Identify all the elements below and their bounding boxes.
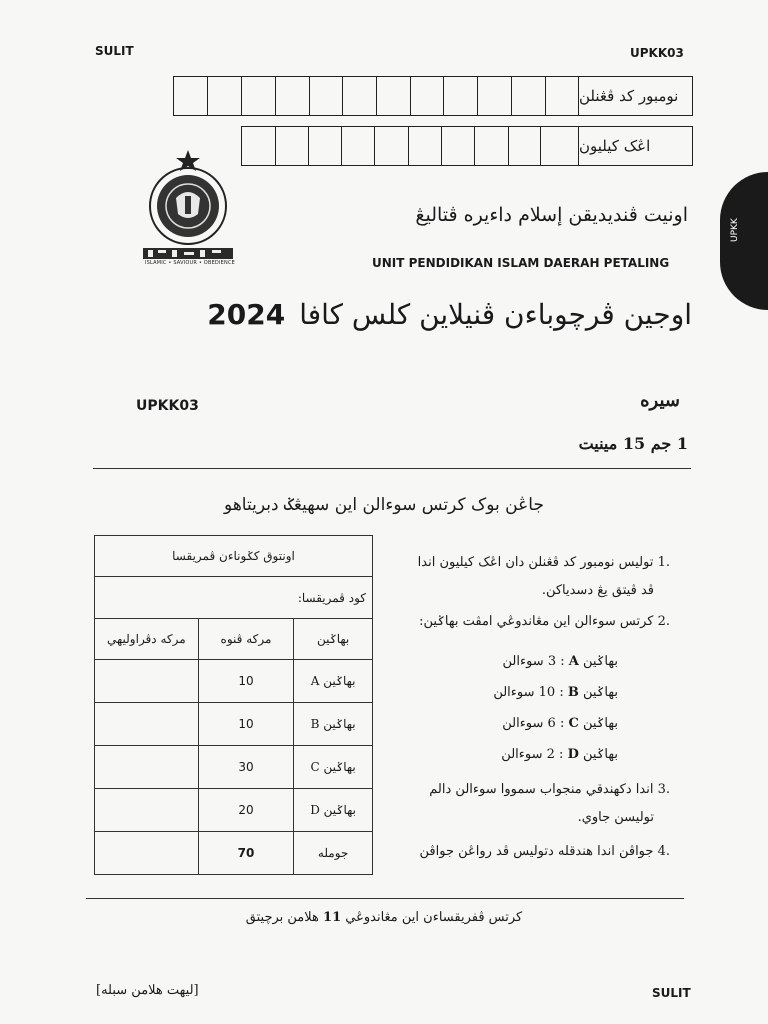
digit-box[interactable] [442,127,476,165]
digit-box[interactable] [546,77,579,115]
section-cell: بهاݢين B [294,703,373,746]
instruction-num: .2 [657,614,670,629]
list-item: بهاݢين C : 6 سوءالن [502,716,618,731]
figure-number-grid [241,126,693,166]
digit-box[interactable] [478,77,512,115]
full-mark-cell: 10 [198,660,294,703]
candidate-number-grid [173,76,693,116]
table-row [95,746,373,789]
examiner-code-label: كود ڤمريقسا: [95,577,373,619]
full-mark-cell: 30 [198,746,294,789]
turn-page-note: [ليهت هلامن سبله] [96,983,199,998]
digit-box[interactable] [444,77,478,115]
marks-table [94,535,373,875]
divider-top [93,468,691,469]
side-tab [720,172,768,310]
header-section: بهاݢين [294,619,373,660]
instruction-3 [380,776,670,832]
full-mark-cell: 10 [198,703,294,746]
digit-box[interactable] [411,77,444,115]
obtained-total-cell[interactable] [95,832,199,875]
digit-box[interactable] [174,77,208,115]
digit-box[interactable] [375,127,409,165]
parts-list [458,646,618,770]
page-count-note: کرتس ڤفريقساءن اين مڠاندوڠي 11 هلامن برچيتق [245,910,523,925]
subject-name: سيره [640,390,680,411]
instruction-text: توليس نومبور كد ڤڠنلن دان اڠک کيليون اندا [417,555,654,570]
header-code: UPKK03 [630,46,684,60]
footer-sulit: SULIT [652,986,691,1000]
instruction-text: توليسن جاوي. [577,810,654,825]
digit-box[interactable] [342,127,376,165]
obtained-cell[interactable] [95,660,199,703]
instruction-num: .1 [657,555,670,570]
exam-year: 2024 [207,298,286,331]
obtained-cell[interactable] [95,703,199,746]
crest-logo [140,148,240,270]
header-full: مرکه ڤنوه [198,619,294,660]
digit-box[interactable] [310,77,343,115]
digit-box[interactable] [276,77,310,115]
candidate-number-label: نومبور كد ڤڠنلن [579,87,679,105]
instruction-text: جواڤن اندا هندقله دتوليس ڤد رواڠن جواڤن [419,844,654,859]
digit-box[interactable] [541,127,579,165]
instruction-1 [380,549,670,605]
digit-box[interactable] [475,127,509,165]
divider-bottom [86,898,684,899]
header-obtained: مرکه دڤراوليهي [95,619,199,660]
digit-box[interactable] [409,127,442,165]
full-total-cell: 70 [198,832,294,875]
unit-name-jawi: اونيت ڤنديديقن إسلام داءيره ڤتاليڠ [415,204,688,226]
list-item: بهاݢين B : 10 سوءالن [493,685,618,700]
table-row-total [95,832,373,875]
exam-title-jawi: اوجين ڤرچوباءن ڤنيلاين کلس کافا [299,298,692,331]
exam-duration: 1 جم 15 مينيت [578,434,688,453]
digit-box[interactable] [377,77,411,115]
digit-box[interactable] [309,127,342,165]
table-row [95,660,373,703]
instruction-heading: جاڠن بوک کرتس سوءالن اين سهيڠݢ دبريتاهو [224,495,544,515]
section-cell: بهاݢين C [294,746,373,789]
instruction-text: کرتس سوءالن اين مڠاندوڠي امڤت بهاݢين: [419,614,654,629]
full-mark-cell: 20 [198,789,294,832]
unit-name-latin: UNIT PENDIDIKAN ISLAM DAERAH PETALING [372,256,670,270]
exam-title [207,298,692,331]
header-sulit: SULIT [95,44,134,58]
section-cell: بهاݢين D [294,789,373,832]
digit-box[interactable] [512,77,546,115]
table-title: اونتوق کݢوناءن ڤمريقسا [95,536,373,577]
list-item: بهاݢين A : 3 سوءالن [502,654,618,669]
digit-box[interactable] [242,77,276,115]
list-item: بهاݢين D : 2 سوءالن [501,747,618,762]
obtained-cell[interactable] [95,746,199,789]
obtained-cell[interactable] [95,789,199,832]
section-cell: بهاݢين A [294,660,373,703]
instruction-text: ڤد ڤيتق يڠ دسدياکن. [541,583,654,598]
digit-box[interactable] [343,77,377,115]
digit-box[interactable] [242,127,276,165]
instruction-num: .4 [657,844,670,859]
instruction-4 [380,844,670,859]
instruction-text: اندا دکهندقي منجواب سمووا سوءالن دالم [429,782,654,797]
digit-box[interactable] [509,127,542,165]
instruction-num: .3 [657,782,670,797]
digit-box[interactable] [276,127,310,165]
side-tab-label: UPKK [730,218,740,242]
table-row [95,703,373,746]
figure-number-label: اڠک کيليون [579,137,651,155]
subject-code: UPKK03 [136,398,199,414]
instruction-2 [380,611,670,633]
digit-box[interactable] [208,77,242,115]
logo-caption: ISLAMIC • SAVIOUR • OBEDIENCE [144,260,236,266]
total-label-cell: جوملە [294,832,373,875]
table-row [95,789,373,832]
